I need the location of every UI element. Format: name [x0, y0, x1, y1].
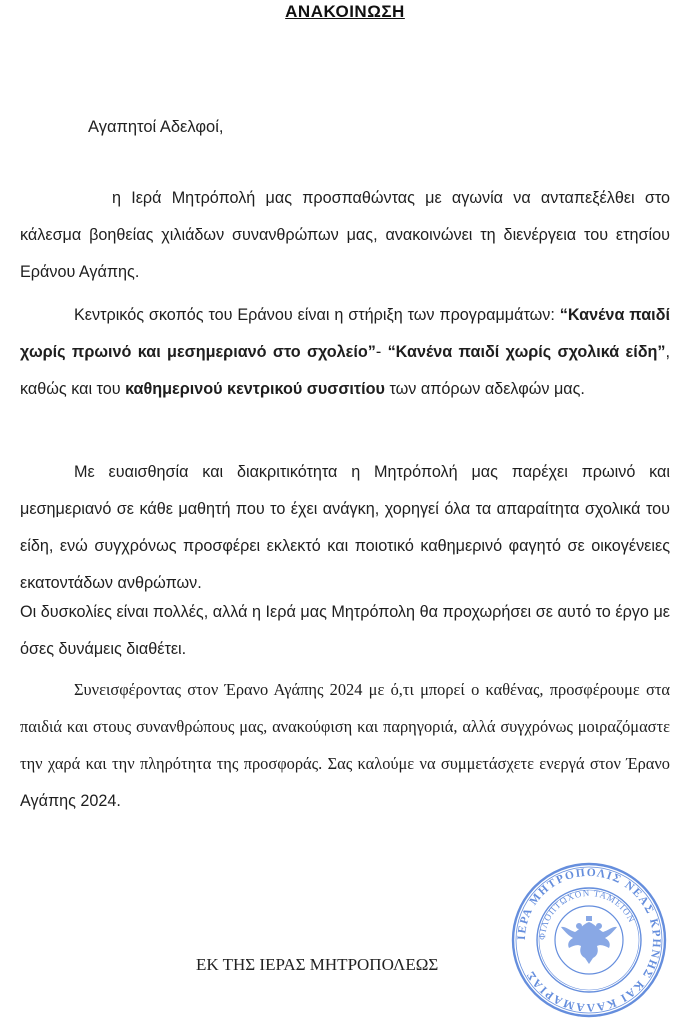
call-to-action-closing: Αγάπης 2024.	[20, 792, 121, 810]
paragraph-difficulties: Οι δυσκολίες είναι πολλές, αλλά η Ιερά μας Μητρόπολη θα προχωρήσει σε αυτό το έργο με όσες δυνάμεις διαθέτει.	[20, 603, 670, 658]
program-daily-meal: καθημερινού κεντρικού συσσιτίου	[125, 380, 385, 398]
purpose-end: των απόρων αδελφών μας.	[384, 380, 585, 398]
double-headed-eagle-emblem	[561, 916, 617, 964]
call-to-action-text: Συνεισφέροντας στον Έρανο Αγάπης 2024 με ό,τι μπορεί ο καθένας, προσφέρουμε στα παιδιά και στους συνανθρώπους μας, ανακούφιση και παρηγοριά, αλλά συγχρόνως μοιραζόμαστε την χαρά και την πληρότητα της προσφοράς. Σας καλούμε να συμμετάσχετε ενεργά στον Έρανο	[20, 680, 670, 773]
signature-line: ΕΚ ΤΗΣ ΙΕΡΑΣ ΜΗΤΡΟΠΟΛΕΩΣ	[196, 955, 439, 974]
program-separator: -	[375, 343, 388, 361]
metropolis-seal-stamp	[509, 860, 669, 1020]
program-breakfast-lunch: “Κανένα παιδί χωρίς πρωινό και μεσημεριανό στο σχολείο”	[20, 306, 670, 361]
purpose-middle: , καθώς και του	[20, 343, 671, 398]
paragraph-purpose	[20, 297, 670, 408]
greeting: Αγαπητοί Αδελφοί,	[88, 118, 224, 136]
seal-inner-text: ΦΙΛΟΠΤΩΧΟΝ ΤΑΜΕΙΟΝ	[536, 887, 638, 941]
document-title: ΑΝΑΚΟΙΝΩΣΗ	[285, 2, 405, 21]
paragraph-announcement: η Ιερά Μητρόπολή μας προσπαθώντας με αγωνία να ανταπεξέλθει στο κάλεσμα βοηθείας χιλιάδων συνανθρώπων μας, ανακοινώνει τη διενέργεια του ετησίου Εράνου Αγάπης.	[20, 189, 670, 281]
paragraph-services: Με ευαισθησία και διακριτικότητα η Μητρόπολή μας παρέχει πρωινό και μεσημεριανό σε κάθε μαθητή που το έχει ανάγκη, χορηγεί όλα τα απαραίτητα σχολικά του είδη, ενώ συγχρόνως προσφέρει εκλεκτό και ποιοτικό καθημερινό φαγητό σε οικογένειες εκατοντάδων ανθρώπων.	[20, 463, 670, 592]
seal-outer-text: ΙΕΡΑ ΜΗΤΡΟΠΟΛΙΣ ΝΕΑΣ ΚΡΗΝΗΣ ΚΑΙ ΚΑΛΑΜΑΡΙΑΣ	[515, 866, 663, 1014]
paragraph-call-to-action	[20, 671, 670, 820]
program-school-supplies: “Κανένα παιδί χωρίς σχολικά είδη”	[387, 343, 666, 361]
purpose-intro: Κεντρικός σκοπός του Εράνου είναι η στήριξη των προγραμμάτων:	[74, 306, 560, 324]
